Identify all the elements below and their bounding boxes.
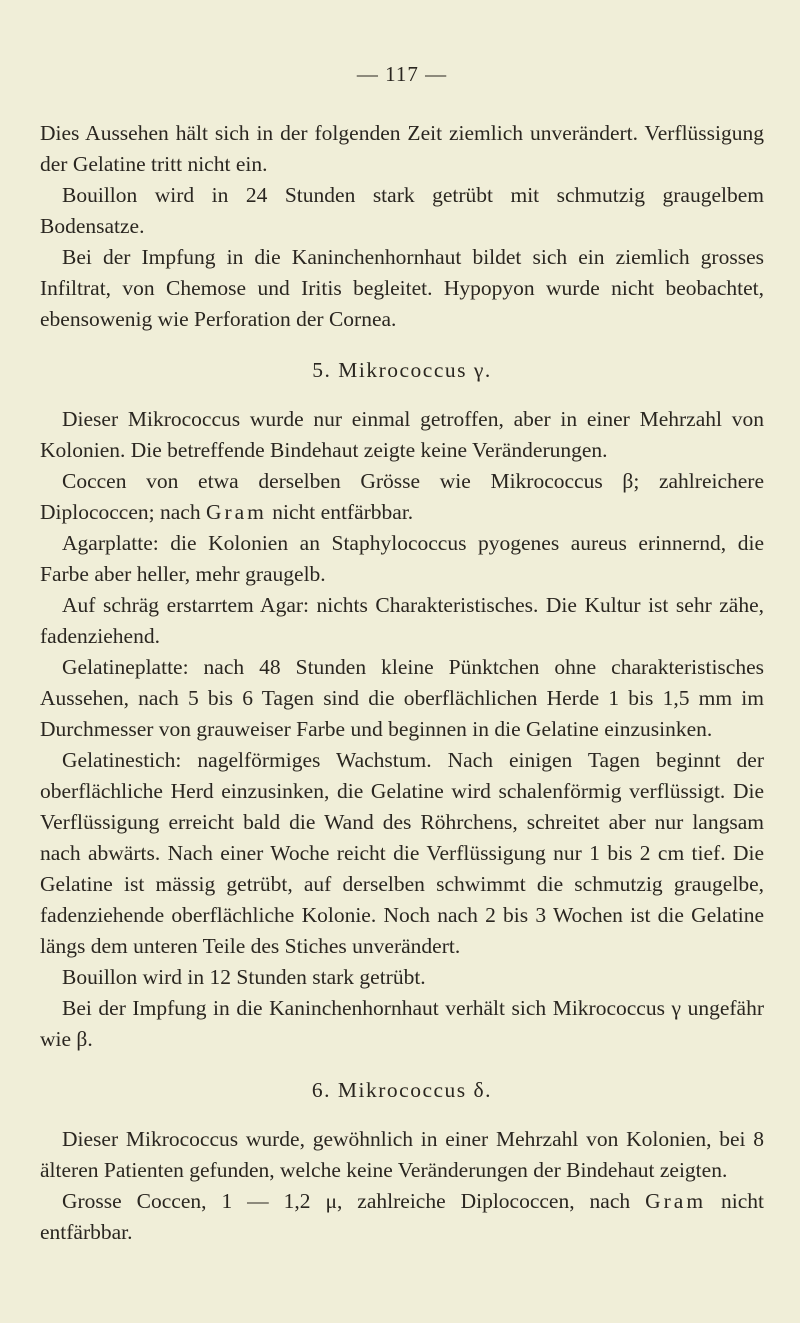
page-number: — 117 — — [356, 62, 448, 86]
paragraph: Auf schräg erstarrtem Agar: nichts Charakteristisches. Die Kultur ist sehr zähe, fadenziehend. — [40, 593, 764, 648]
section-heading-6: 6. Mikrococcus δ. — [311, 1078, 493, 1102]
paragraph: Bei der Impfung in die Kaninchenhornhaut bildet sich ein ziemlich grosses Infiltrat, von Chemose und Iritis begleitet. Hypopyon wurde nicht beobachtet, ebensowenig wie Perforation der Cornea. — [40, 245, 764, 331]
paragraph-text: nicht entfärbbar. — [40, 1189, 764, 1244]
paragraph: Agarplatte: die Kolonien an Staphylococcus pyogenes aureus erinnernd, die Farbe aber heller, mehr graugelb. — [40, 531, 764, 586]
author-name-gram: Gram — [645, 1189, 707, 1213]
paragraph — [40, 466, 764, 528]
page-body — [40, 118, 764, 1248]
book-page — [40, 0, 764, 1323]
paragraph: Bouillon wird in 12 Stunden stark getrübt. — [62, 965, 426, 989]
author-name-gram: Gram — [205, 500, 267, 524]
paragraph — [40, 1186, 764, 1248]
paragraph: Bei der Impfung in die Kaninchenhornhaut verhält sich Mikrococcus γ ungefähr wie β. — [40, 996, 764, 1051]
paragraph: Bouillon wird in 24 Stunden stark getrübt mit schmutzig graugelbem Bodensatze. — [40, 183, 764, 238]
paragraph: Dieser Mikrococcus wurde, gewöhnlich in einer Mehrzahl von Kolonien, bei 8 älteren Patienten gefunden, welche keine Veränderungen der Bindehaut zeigten. — [40, 1127, 764, 1182]
paragraph: Gelatinestich: nagelförmiges Wachstum. Nach einigen Tagen beginnt der oberflächliche Herd einzusinken, die Gelatine wird schalenförmig verflüssigt. Die Verflüssigung erreicht bald die Wand des Röhrchens, schreitet aber nur langsam nach abwärts. Nach einer Woche reicht die Verflüssigung nur 1 bis 2 cm tief. Die Gelatine ist mässig getrübt, auf derselben schwimmt die schmutzig graugelbe, fadenziehende oberflächliche Kolonie. Noch nach 2 bis 3 Wochen ist die Gelatine längs dem unteren Teile des Stiches unverändert. — [40, 748, 764, 958]
paragraph: Gelatineplatte: nach 48 Stunden kleine Pünktchen ohne charakteristisches Aussehen, nach 5 bis 6 Tagen sind die oberflächlichen Herde 1 bis 1,5 mm im Durchmesser von grauweiser Farbe und beginnen in die Gelatine einzusinken. — [40, 655, 764, 741]
paragraph: Dies Aussehen hält sich in der folgenden Zeit ziemlich unverändert. Verflüssigung der Gelatine tritt nicht ein. — [40, 121, 764, 176]
paragraph-text: nicht entfärbbar. — [266, 500, 414, 524]
paragraph: Dieser Mikrococcus wurde nur einmal getroffen, aber in einer Mehrzahl von Kolonien. Die betreffende Bindehaut zeigte keine Veränderungen. — [40, 407, 764, 462]
section-heading-5: 5. Mikrococcus γ. — [312, 358, 492, 382]
paragraph-text: Grosse Coccen, 1 — 1,2 μ, zahlreiche Diplococcen, nach — [62, 1189, 646, 1213]
paragraph-text: Coccen von etwa derselben Grösse wie Mikrococcus β; zahlreichere Diplococcen; nach — [40, 469, 764, 524]
